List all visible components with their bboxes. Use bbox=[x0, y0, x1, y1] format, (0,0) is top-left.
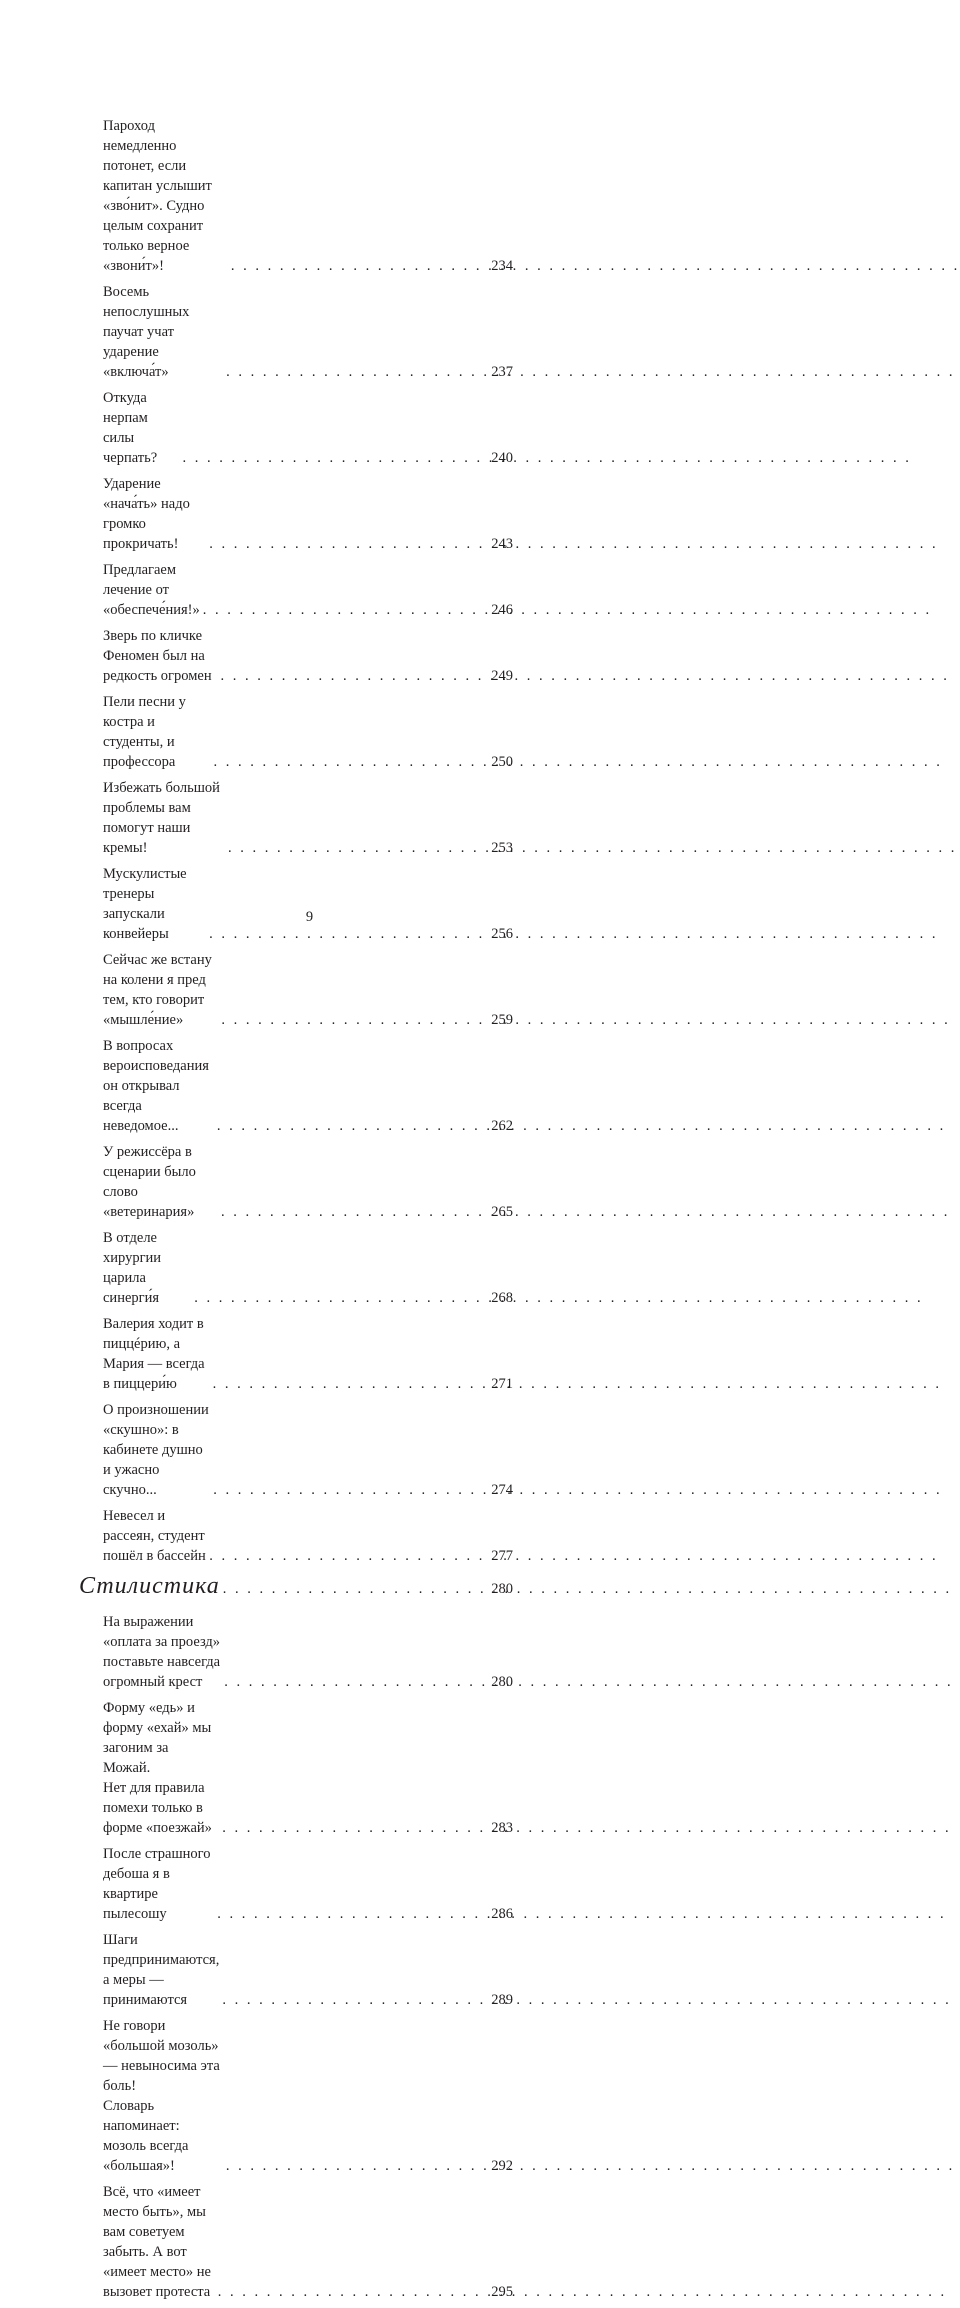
entry-title bbox=[103, 1844, 214, 1924]
entry-title-line: «мышле́ние» bbox=[103, 1012, 184, 1028]
toc-entry[interactable] bbox=[79, 1142, 513, 1222]
entry-title-line: забыть. А вот «имеет место» не вызовет протеста bbox=[103, 2244, 211, 2300]
dot-leader bbox=[179, 448, 487, 468]
entry-title bbox=[103, 1228, 191, 1308]
dot-leader bbox=[206, 534, 487, 554]
toc-entries-after-section bbox=[79, 1612, 513, 2302]
toc-entry[interactable] bbox=[79, 950, 513, 1030]
entry-page-number: 262 bbox=[491, 1118, 513, 1134]
entry-title bbox=[103, 692, 210, 772]
dot-leader bbox=[210, 752, 487, 772]
entry-title-line: На выражении «оплата за проезд» поставьте навсегда bbox=[103, 1614, 221, 1670]
entry-page-number: 286 bbox=[491, 1906, 513, 1922]
entry-title bbox=[103, 626, 217, 686]
entry-title-line: Форму «едь» и форму «ехай» мы загоним за Можай. bbox=[103, 1700, 212, 1776]
entry-title bbox=[103, 1930, 219, 2010]
entry-page-number: 250 bbox=[491, 754, 513, 770]
entry-title bbox=[103, 1036, 214, 1136]
entry-page-number: 249 bbox=[491, 668, 513, 684]
entry-title bbox=[103, 1506, 206, 1566]
toc-entry[interactable] bbox=[79, 116, 513, 276]
dot-leader bbox=[228, 256, 487, 276]
section-title: Стилистика bbox=[79, 1573, 220, 1599]
entry-title bbox=[103, 950, 218, 1030]
dot-leader bbox=[200, 600, 487, 620]
entry-page-number: 256 bbox=[491, 926, 513, 942]
toc-entry[interactable] bbox=[79, 626, 513, 686]
toc-entry[interactable] bbox=[79, 388, 513, 468]
toc-entry[interactable] bbox=[79, 1844, 513, 1924]
entry-title-line: Шаги предпринимаются, а меры — принимаются bbox=[103, 1932, 220, 2008]
entry-title-line: Словарь напоминает: мозоль всегда «большая»! bbox=[103, 2098, 189, 2174]
dot-leader bbox=[219, 1818, 487, 1838]
entry-page-number: 277 bbox=[491, 1548, 513, 1564]
entry-title-line: Валерия ходит в пиццéрию, а Мария — всегда bbox=[103, 1316, 205, 1372]
toc-entry[interactable] bbox=[79, 1930, 513, 2010]
entry-title-line: Зверь по кличке Феномен был на редкость огромен bbox=[103, 628, 212, 684]
entry-title bbox=[103, 778, 225, 858]
dot-leader bbox=[191, 1288, 487, 1308]
entry-title bbox=[103, 282, 223, 382]
entry-page-number: 265 bbox=[491, 1204, 513, 1220]
dot-leader bbox=[223, 362, 487, 382]
entry-title bbox=[103, 1612, 221, 1692]
entry-title-line: Предлагаем лечение от «обеспече́ния!» bbox=[103, 562, 200, 618]
entry-page-number: 259 bbox=[491, 1012, 513, 1028]
entry-page-number: 237 bbox=[491, 364, 513, 380]
dot-leader bbox=[218, 1010, 487, 1030]
toc-entry[interactable] bbox=[79, 1506, 513, 1566]
entry-page-number: 283 bbox=[491, 1820, 513, 1836]
entry-page-number: 243 bbox=[491, 536, 513, 552]
page-number: 9 bbox=[305, 909, 314, 925]
dot-leader bbox=[219, 1990, 487, 2010]
toc-entry[interactable] bbox=[79, 1612, 513, 1692]
toc-entry[interactable] bbox=[79, 692, 513, 772]
entry-title bbox=[103, 2016, 223, 2176]
dot-leader bbox=[210, 1480, 487, 1500]
entry-title-line: О произношении «скушно»: в кабинете душно bbox=[103, 1402, 209, 1458]
entry-page-number: 240 bbox=[491, 450, 513, 466]
section-heading[interactable] bbox=[79, 1572, 513, 1600]
entry-title bbox=[103, 1314, 210, 1394]
toc-entry[interactable] bbox=[79, 1314, 513, 1394]
dot-leader bbox=[210, 1374, 487, 1394]
entry-title bbox=[103, 116, 228, 276]
entry-title-line: В отделе хирургии царила синерги́я bbox=[103, 1230, 162, 1306]
entry-title bbox=[103, 864, 206, 944]
toc-entry[interactable] bbox=[79, 778, 513, 858]
entry-page-number: 280 bbox=[491, 1674, 513, 1690]
dot-leader bbox=[206, 924, 487, 944]
entry-page-number: 234 bbox=[491, 258, 513, 274]
entry-title-line: После страшного дебоша я в квартире пылесошу bbox=[103, 1846, 211, 1922]
dot-leader bbox=[225, 838, 487, 858]
entry-page-number: 268 bbox=[491, 1290, 513, 1306]
toc-entry[interactable] bbox=[79, 2182, 513, 2302]
dot-leader bbox=[206, 1546, 487, 1566]
toc-entries-before-section bbox=[79, 116, 513, 1566]
entry-title bbox=[103, 1400, 210, 1500]
entry-page-number: 253 bbox=[491, 840, 513, 856]
entry-title bbox=[103, 1698, 219, 1838]
dot-leader bbox=[214, 1116, 487, 1136]
entry-title-line: Невесел и рассеян, студент пошёл в бассейн bbox=[103, 1508, 206, 1564]
entry-title-line: Восемь непослушных паучат учат ударение «включа́т» bbox=[103, 284, 190, 380]
entry-page-number: 271 bbox=[491, 1376, 513, 1392]
entry-title-line: огромный крест bbox=[103, 1674, 203, 1690]
entry-page-number: 274 bbox=[491, 1482, 513, 1498]
entry-title-line: Нет для правила помехи только в форме «поезжай» bbox=[103, 1780, 212, 1836]
entry-title-line: и ужасно скучно... bbox=[103, 1462, 160, 1498]
entry-title bbox=[103, 1142, 218, 1222]
entry-title-line: Пароход немедленно потонет, если капитан услышит bbox=[103, 118, 212, 194]
entry-title-line: в пиццери́ю bbox=[103, 1376, 177, 1392]
entry-title-line: Всё, что «имеет место быть», мы вам советуем bbox=[103, 2184, 206, 2240]
toc-entry[interactable] bbox=[79, 864, 513, 944]
toc-entry[interactable] bbox=[79, 560, 513, 620]
toc-entry[interactable] bbox=[79, 474, 513, 554]
entry-title-line: Откуда нерпам силы черпать? bbox=[103, 390, 158, 466]
entry-title-line: Не говори «большой мозоль» — невыносима эта боль! bbox=[103, 2018, 220, 2094]
dot-leader bbox=[218, 1202, 487, 1222]
entry-page-number: 295 bbox=[491, 2284, 513, 2300]
entry-title-line: Мускулистые тренеры запускали конвейеры bbox=[103, 866, 187, 942]
toc-entry[interactable] bbox=[79, 1400, 513, 1500]
toc-entry[interactable] bbox=[79, 1228, 513, 1308]
entry-title-line: Ударение «нача́ть» надо громко прокричать! bbox=[103, 476, 190, 552]
entry-title-line: Сейчас же встану на колени я пред тем, кто говорит bbox=[103, 952, 212, 1008]
entry-page-number: 292 bbox=[491, 2158, 513, 2174]
entry-title bbox=[103, 2182, 215, 2302]
entry-title-line: Избежать большой проблемы вам помогут наши кремы! bbox=[103, 780, 220, 856]
section-page-number: 280 bbox=[491, 1581, 513, 1597]
dot-leader bbox=[221, 1672, 487, 1692]
entry-title bbox=[103, 474, 206, 554]
entry-title-line: В вопросах вероисповедания он открывал всегда bbox=[103, 1038, 209, 1114]
entry-title bbox=[103, 560, 200, 620]
table-of-contents bbox=[79, 116, 513, 2308]
dot-leader bbox=[223, 2156, 487, 2176]
toc-entry[interactable] bbox=[79, 2016, 513, 2176]
entry-title-line: У режиссёра в сценарии было слово «ветеринария» bbox=[103, 1144, 196, 1220]
dot-leader bbox=[220, 1581, 487, 1598]
entry-title-line: неведомое... bbox=[103, 1118, 179, 1134]
entry-page-number: 289 bbox=[491, 1992, 513, 2008]
toc-entry[interactable] bbox=[79, 1698, 513, 1838]
toc-entry[interactable] bbox=[79, 282, 513, 382]
entry-title bbox=[103, 388, 179, 468]
toc-entry[interactable] bbox=[79, 1036, 513, 1136]
dot-leader bbox=[214, 1904, 487, 1924]
entry-title-line: «зво́нит». Судно целым сохранит только верное «звони́т»! bbox=[103, 198, 205, 274]
dot-leader bbox=[217, 666, 487, 686]
entry-page-number: 246 bbox=[491, 602, 513, 618]
dot-leader bbox=[215, 2282, 487, 2302]
entry-title-line: Пели песни у костра и студенты, и профессора bbox=[103, 694, 186, 770]
